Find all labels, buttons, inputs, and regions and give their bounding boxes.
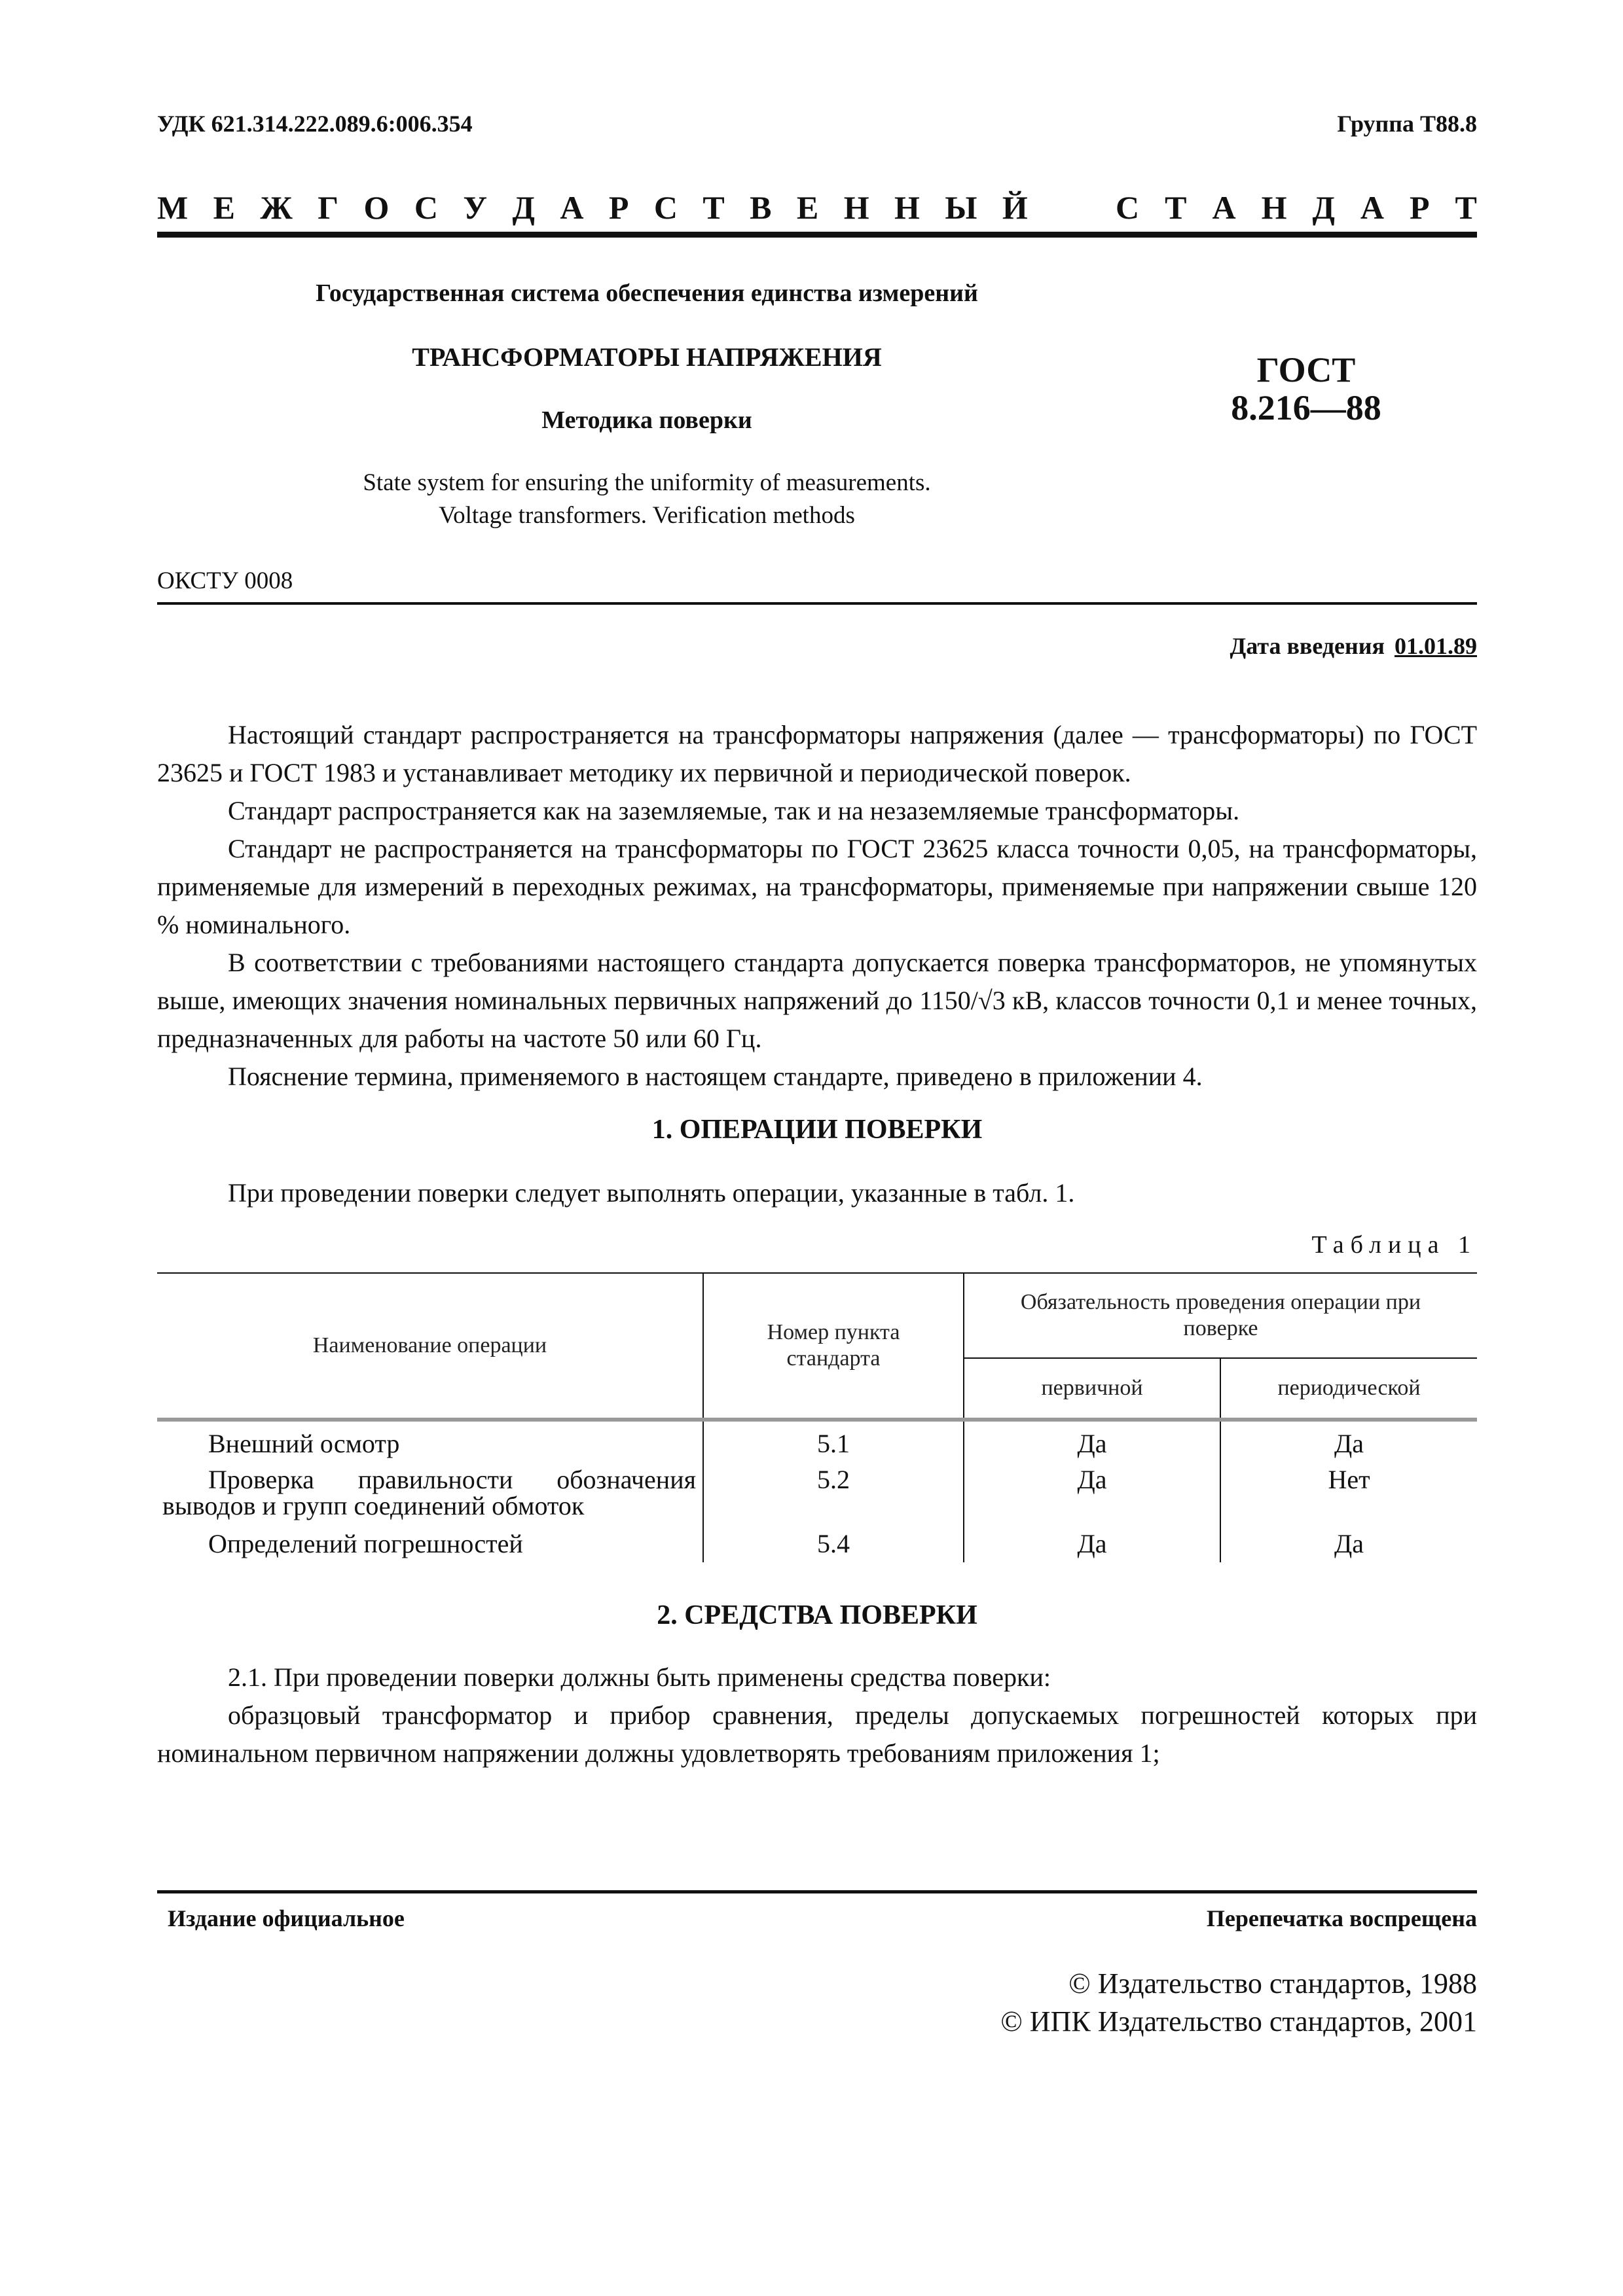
primary-cell: Да bbox=[964, 1522, 1220, 1562]
section2-paragraph: 2.1. При проведении поверки должны быть применены средства поверки: bbox=[228, 1662, 1051, 1692]
header-mandatory: Обязательность проведения операции при поверке bbox=[964, 1273, 1477, 1358]
clause-cell: 5.2 bbox=[703, 1458, 964, 1522]
intro-paragraph: Стандарт не распространяется на трансформаторы по ГОСТ 23625 класса точности 0,05, на трансформаторы, применяемые для измерений в переходных режимах, на трансформаторы, применяемые при напряжении свыше 120 % номинального. bbox=[157, 834, 1477, 939]
sub-title: Методика поверки bbox=[541, 406, 752, 434]
reprint-prohibited: Перепечатка воспрещена bbox=[1206, 1905, 1477, 1931]
section2-paragraph: образцовый трансформатор и прибор сравнения, пределы допускаемых погрешностей которых при номинальном первичном напряжении должны удовлетворять требованиям приложения 1; bbox=[157, 1700, 1477, 1768]
header-periodic: периодической bbox=[1220, 1358, 1477, 1420]
operations-table bbox=[157, 1272, 1477, 1562]
intro-paragraph: Настоящий стандарт распространяется на трансформаторы напряжения (далее — трансформаторы) по ГОСТ 23625 и ГОСТ 1983 и устанавливает методику их первичной и периодической поверок. bbox=[157, 720, 1477, 787]
interstate-word bbox=[157, 188, 1028, 226]
heading-letter: А bbox=[560, 189, 584, 226]
heading-letter: О bbox=[363, 189, 390, 226]
standard-word bbox=[1116, 188, 1477, 226]
copyright-2001: © ИПК Издательство стандартов, 2001 bbox=[1000, 2005, 1477, 2037]
section2-heading: 2. СРЕДСТВА ПОВЕРКИ bbox=[657, 1600, 977, 1630]
heading-letter: Ж bbox=[260, 189, 293, 226]
table-row bbox=[157, 1420, 1477, 1458]
heading-letter: Е bbox=[213, 189, 235, 226]
header-clause: Номер пункта стандарта bbox=[703, 1273, 964, 1420]
gost-label: ГОСТ bbox=[1256, 350, 1356, 389]
main-title: ТРАНСФОРМАТОРЫ НАПРЯЖЕНИЯ bbox=[412, 342, 882, 372]
english-title-line1: State system for ensuring the uniformity of measurements. bbox=[363, 469, 931, 496]
table-row bbox=[157, 1522, 1477, 1562]
official-edition: Издание официальное bbox=[168, 1905, 405, 1931]
heading-letter: М bbox=[157, 189, 189, 226]
heading-letter: С bbox=[414, 189, 438, 226]
intro-date-label: Дата введения bbox=[1230, 633, 1385, 659]
heading-letter: Н bbox=[1261, 189, 1287, 226]
udk-code: УДК 621.314.222.089.6:006.354 bbox=[157, 111, 473, 137]
periodic-cell: Да bbox=[1334, 1529, 1364, 1558]
gost-number: 8.216—88 bbox=[1231, 388, 1381, 427]
heading-letter: С bbox=[1116, 189, 1140, 226]
heading-letter: Д bbox=[512, 189, 535, 226]
periodic-cell: Нет bbox=[1328, 1465, 1370, 1494]
periodic-cell: Да bbox=[1334, 1429, 1364, 1458]
heading-letter: Т bbox=[1165, 189, 1187, 226]
intro-date-value: 01.01.89 bbox=[1395, 633, 1477, 659]
heading-letter: Г bbox=[318, 189, 339, 226]
operation-cell: Внешний осмотр bbox=[157, 1420, 703, 1458]
clause-cell: 5.4 bbox=[703, 1522, 964, 1562]
heading-letter: А bbox=[1212, 189, 1236, 226]
table-caption: Таблица 1 bbox=[1311, 1231, 1477, 1259]
section2-text bbox=[157, 1659, 1477, 1772]
section1-heading: 1. ОПЕРАЦИИ ПОВЕРКИ bbox=[651, 1115, 983, 1145]
heading-letter: Е bbox=[796, 189, 819, 226]
intro-text bbox=[157, 716, 1477, 1096]
heading-letter: С bbox=[653, 189, 678, 226]
intro-date bbox=[1230, 632, 1478, 660]
heading-letter: Д bbox=[1312, 189, 1335, 226]
intro-paragraph: В соответствии с требованиями настоящего стандарта допускается поверка трансформаторов, не упомянутых выше, имеющих значения номинальных первичных напряжений до 1150/√3 кВ, классов точности 0,1 и менее точных, предназначенных для работы на частоте 50 или 60 Гц. bbox=[157, 948, 1477, 1053]
intro-paragraph: Стандарт распространяется как на заземляемые, так и на незаземляемые трансформаторы. bbox=[228, 796, 1240, 825]
heading-letter: Й bbox=[1002, 189, 1028, 226]
operation-cell: Определений погрешностей bbox=[157, 1522, 703, 1562]
english-title-line2: Voltage transformers. Verification methods bbox=[439, 502, 855, 529]
heading-letter: Н bbox=[894, 189, 920, 226]
heading-letter: Р bbox=[608, 189, 629, 226]
heading-letter: Т bbox=[702, 189, 725, 226]
heading-letter: А bbox=[1360, 189, 1384, 226]
intro-paragraph: Пояснение термина, применяемого в настоящем стандарте, приведено в приложении 4. bbox=[228, 1062, 1203, 1091]
system-title: Государственная система обеспечения единства измерений bbox=[316, 279, 978, 307]
heading-letter: Ы bbox=[945, 189, 977, 226]
operation-cell: Проверка правильности обозначения выводов и групп соединений обмоток bbox=[157, 1458, 703, 1522]
heading-letter: Н bbox=[843, 189, 869, 226]
heading-letter: Т bbox=[1455, 189, 1477, 226]
heading-letter: У bbox=[463, 189, 488, 226]
primary-cell: Да bbox=[964, 1458, 1220, 1522]
group-code: Группа Т88.8 bbox=[1337, 111, 1477, 137]
footer-rule bbox=[157, 1890, 1477, 1893]
okstu-code: ОКСТУ 0008 bbox=[157, 567, 293, 594]
table-row bbox=[157, 1458, 1477, 1522]
heading-letter: В bbox=[750, 189, 772, 226]
heading-letter: Р bbox=[1410, 189, 1430, 226]
header-primary: первичной bbox=[964, 1358, 1220, 1420]
header-rule bbox=[157, 232, 1477, 238]
primary-cell: Да bbox=[964, 1420, 1220, 1458]
okstu-rule bbox=[157, 602, 1477, 605]
section1-text: При проведении поверки следует выполнять операции, указанные в табл. 1. bbox=[228, 1178, 1075, 1208]
copyright-1988: © Издательство стандартов, 1988 bbox=[1068, 1967, 1477, 2000]
header-operation: Наименование операции bbox=[157, 1273, 703, 1420]
interstate-standard-heading bbox=[157, 188, 1477, 226]
clause-cell: 5.1 bbox=[703, 1420, 964, 1458]
